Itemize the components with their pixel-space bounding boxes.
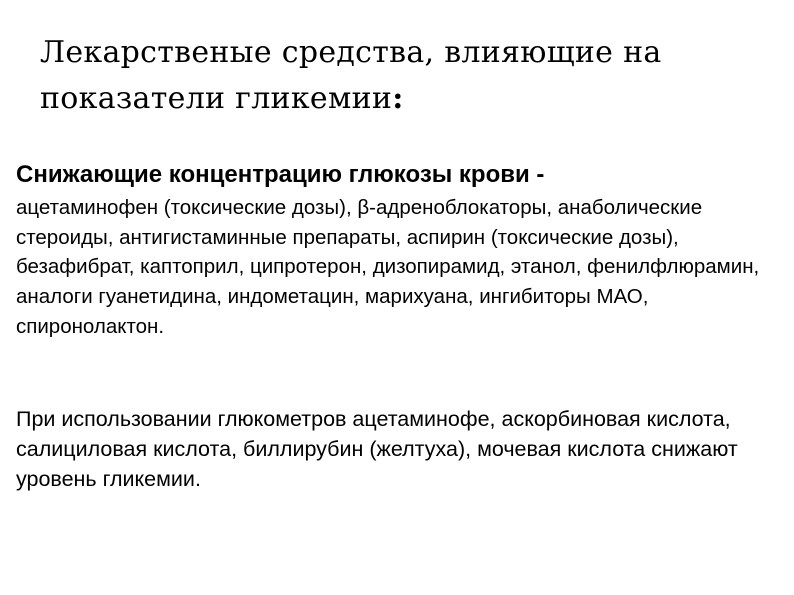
paragraph-glucose-lowering [16,160,786,342]
paragraph-lead: Снижающие концентрацию глюкозы крови - [16,161,545,188]
drug-list-text: ацетаминофен (токсические дозы), β-адреноблокаторы, анаболические стероиды, антигистаминные препараты, аспирин (токсические дозы), безафибрат, каптоприл, ципротерон, дизопирамид, этанол, фенилфлюрамин, аналоги гуанетидина, индометацин, марихуана, ингибиторы МАО, спиронолактон. [16,196,760,338]
paragraph-glucometer-note [16,404,786,494]
slide-title [40,30,770,122]
slide-title-text: Лекарственые средства, влияющие на показатели гликемии [40,35,662,116]
slide-title-colon: : [392,81,404,116]
glucometer-note-text: При использовании глюкометров ацетаминофе, аскорбиновая кислота, салициловая кислота, биллирубин (желтуха), мочевая кислота снижают уровень гликемии. [16,407,738,491]
